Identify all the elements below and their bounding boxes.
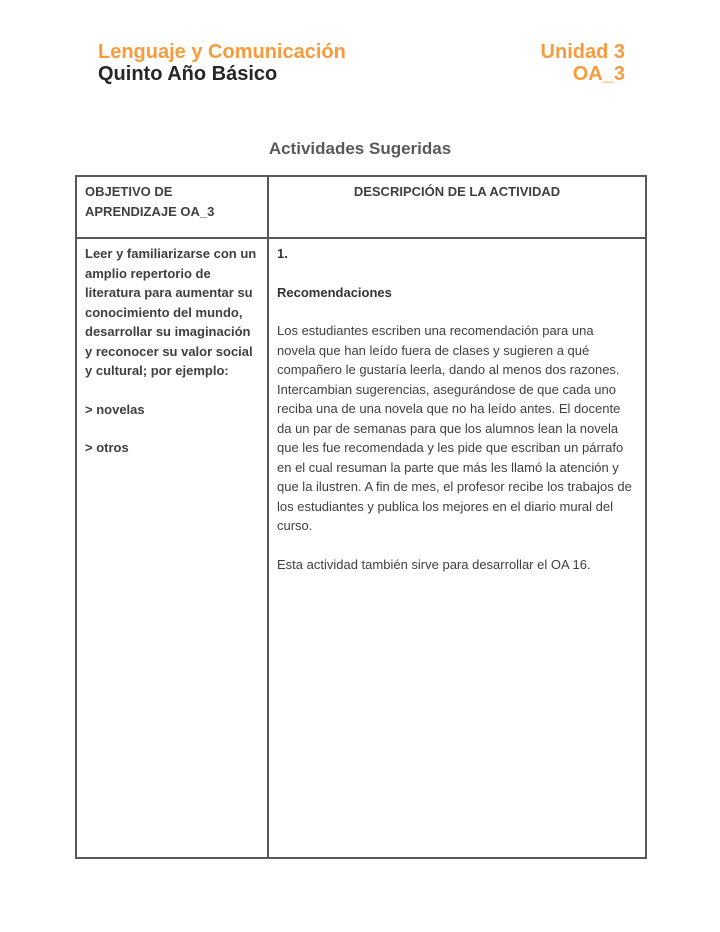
doc-header-right <box>541 41 625 85</box>
table-body-row <box>76 238 646 858</box>
page-title: Actividades Sugeridas <box>268 139 452 158</box>
activity-cell <box>268 238 646 858</box>
activity-name: Recomendaciones <box>277 284 392 300</box>
objective-item-novelas: > novelas <box>85 401 145 417</box>
description-header-cell: DESCRIPCIÓN DE LA ACTIVIDAD <box>268 176 646 238</box>
subject-title: Lenguaje y Comunicación <box>98 41 346 63</box>
doc-header <box>98 41 625 85</box>
activity-number: 1. <box>277 246 288 261</box>
objective-header-cell: OBJETIVO DE APRENDIZAJE OA_3 <box>76 176 268 238</box>
table-header-row <box>76 176 646 238</box>
doc-header-left <box>98 41 346 85</box>
objective-item-otros: > otros <box>85 440 129 455</box>
objective-paragraph: Leer y familiarizarse con un amplio repertorio de literatura para aumentar su conocimiento del mundo, desarrollar su imaginación y reconocer su valor social y cultural; por ejemplo: <box>85 246 257 378</box>
activity-note: Esta actividad también sirve para desarrollar el OA 16. <box>277 556 591 572</box>
oa-label: OA_3 <box>572 63 625 85</box>
objective-cell <box>76 238 268 858</box>
activities-table <box>75 175 647 859</box>
grade-subtitle: Quinto Año Básico <box>98 63 278 85</box>
unit-label: Unidad 3 <box>540 41 625 63</box>
activity-description: Los estudiantes escriben una recomendación para una novela que han leído fuera de clases y sugieren a qué compañero le gustaría leerla, dando al menos dos razones. Intercambian sugerencias, asegurándose de que cada uno reciba una de una novela que no ha leído antes. El docente da un par de semanas para que los alumnos lean la novela que les fue recomendada y les pide que escriban un párrafo en el cual resuman la parte que más les llamó la atención y que la ilustren. A fin de mes, el profesor recibe los trabajos de los estudiantes y publica los mejores en el diario mural del curso. <box>277 323 632 533</box>
